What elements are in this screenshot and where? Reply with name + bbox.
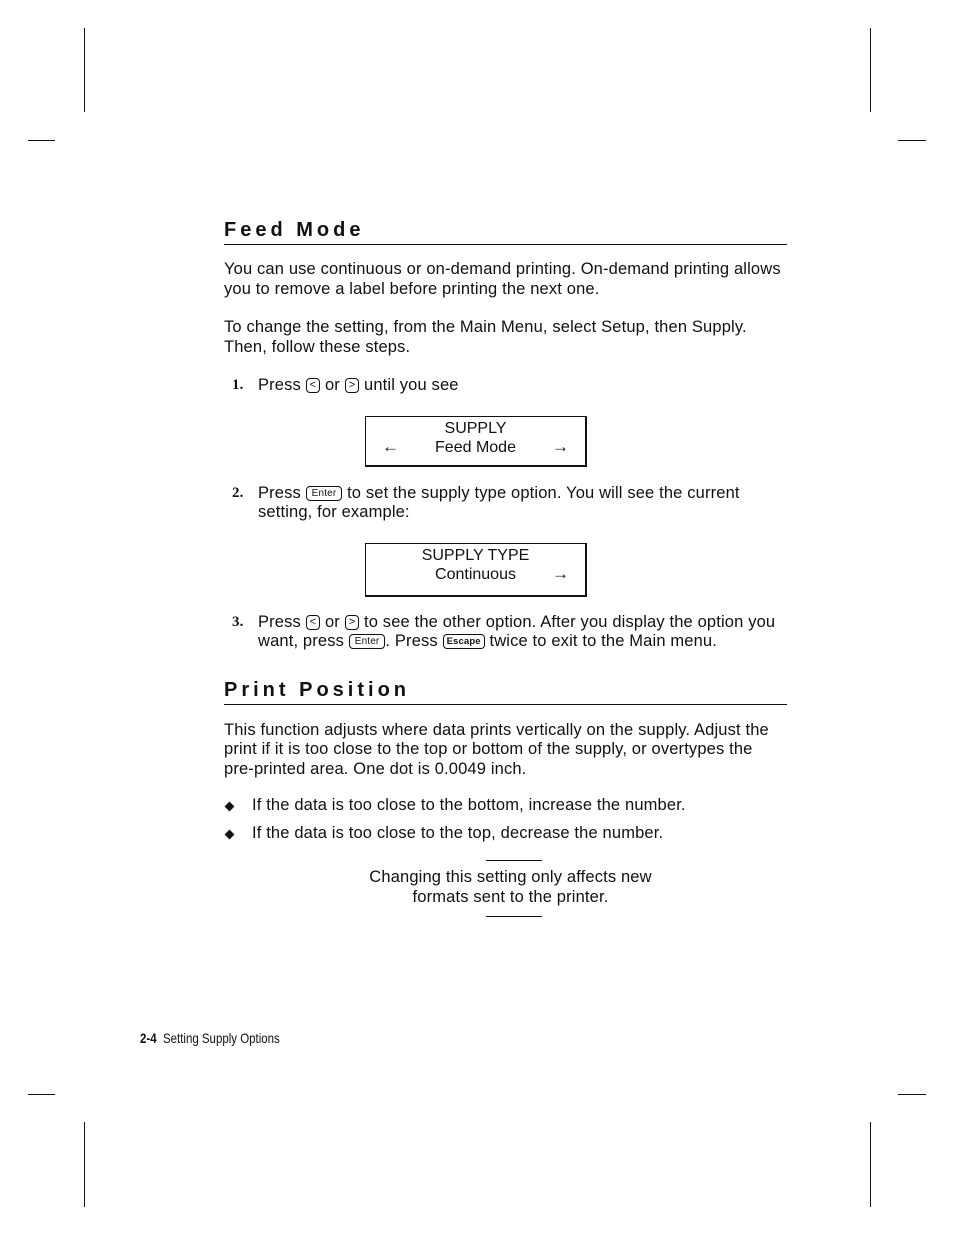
bullet-text: If the data is too close to the top, decrease the number. (252, 823, 664, 842)
lcd-line-2: Continuous (435, 565, 516, 583)
step-text: Press (258, 612, 301, 631)
diamond-bullet-icon (225, 829, 235, 839)
right-arrow-icon: → (552, 436, 569, 456)
step-text: to set the supply type option. You will see the current setting, for example: (258, 483, 740, 521)
bullet-text: If the data is too close to the bottom, increase the number. (252, 796, 686, 814)
print-position-heading: Print Position (224, 678, 787, 705)
diamond-bullet-icon (225, 802, 235, 812)
note-block (234, 860, 787, 917)
chapter-title: Setting Supply Options (162, 1030, 280, 1046)
crop-mark (870, 28, 871, 112)
note-line-1: Changing this setting only affects new (369, 868, 652, 886)
step-text: . Press (385, 632, 438, 650)
step-1 (224, 376, 787, 396)
list-item (224, 824, 787, 844)
note-rule-top (486, 860, 542, 861)
print-position-intro: This function adjusts where data prints vertically on the supply. Adjust the print if it is too close to the top or bottom of the supply, or overtypes the pre-printed area. One dot is 0.0049 inch. (224, 720, 769, 778)
note-line-2: formats sent to the printer. (412, 888, 609, 906)
step-3 (224, 613, 787, 652)
page-footer (140, 1030, 280, 1046)
step-number: 1. (232, 377, 244, 393)
crop-mark (84, 1122, 85, 1207)
lcd-line-2: Feed Mode (435, 438, 516, 456)
lcd-line-1: SUPPLY TYPE (421, 546, 530, 564)
enter-key-icon: Enter (349, 634, 386, 649)
lcd-display-supply (365, 416, 587, 467)
lcd-line-1: SUPPLY (444, 419, 507, 437)
crop-mark (898, 140, 926, 141)
step-2 (224, 484, 787, 523)
crop-mark (84, 28, 85, 112)
right-arrow-icon: → (552, 563, 569, 583)
page-content (224, 218, 787, 917)
page-number: 2-4 (140, 1030, 157, 1046)
step-text: until you see (364, 376, 459, 394)
feed-mode-intro: You can use continuous or on-demand printing. On-demand printing allows you to remove a label before printing the next one. (224, 260, 781, 298)
enter-key-icon: Enter (306, 486, 343, 501)
crop-mark (870, 1122, 871, 1207)
feed-mode-instruction: To change the setting, from the Main Menu, select Setup, then Supply. Then, follow these steps. (224, 318, 747, 356)
feed-mode-heading: Feed Mode (224, 218, 787, 245)
step-text: or (324, 612, 340, 631)
crop-mark (28, 1094, 55, 1095)
step-number: 3. (232, 613, 244, 630)
step-text: or (324, 376, 340, 394)
step-text: twice to exit to the Main menu. (489, 632, 717, 650)
escape-key-icon: Escape (443, 634, 485, 649)
crop-mark (28, 140, 55, 141)
list-item (224, 796, 787, 816)
step-text: Press (258, 376, 301, 394)
right-arrow-key-icon: > (345, 378, 360, 393)
right-arrow-key-icon: > (345, 615, 360, 630)
left-arrow-key-icon: < (306, 615, 321, 630)
left-arrow-key-icon: < (306, 378, 321, 393)
step-text: Press (258, 483, 301, 502)
step-number: 2. (232, 484, 244, 501)
crop-mark (898, 1094, 926, 1095)
step-text: to see the other option. After you display the option you want, press (258, 612, 776, 650)
left-arrow-icon: ← (382, 436, 399, 456)
note-rule-bottom (486, 916, 542, 917)
lcd-display-supply-type (365, 543, 587, 597)
